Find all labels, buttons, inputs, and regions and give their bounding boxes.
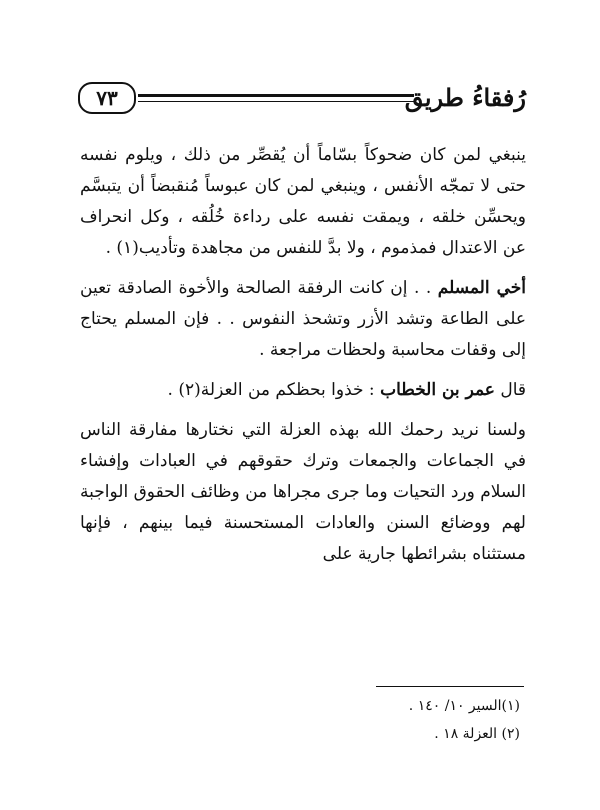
footnote-rule [376,686,524,687]
paragraph-4 [80,415,526,570]
paragraph-1 [80,140,526,264]
paragraph-lead: أخي المسلم [437,278,526,298]
page-header [78,80,526,120]
paragraph-3 [80,375,526,406]
paragraph-lead-prefix: قال [494,380,526,400]
paragraph-text: ولسنا نريد رحمك الله بهذه العزلة التي نختارها مفارقة الناس في الجماعات والجمعات وترك حقوقهم في العبادات وإفشاء السلام ورد التحيات وما جرى مجراها من وظائف الحقوق الواجبة لهم ووضائع السنن والعادات المستحسنة فيما بينهم ، فإنها مستثناه بشرائطها جارية على [80,420,526,564]
page-body [80,140,526,579]
footnote-1: (١)السير ١٠/ ١٤٠ . [408,698,520,714]
paragraph-text: . . إن كانت الرفقة الصالحة والأخوة الصادقة تعين على الطاعة وتشد الأزر وتشحذ النفوس . . فإن المسلم يحتاج إلى وقفات محاسبة ولحظات مراجعة . [80,278,526,360]
paragraph-lead: عمر بن الخطاب [380,380,495,400]
page-number: ٧٣ [78,82,136,114]
paragraph-2 [80,273,526,366]
running-title: رُفقاءُ طريق [404,83,526,112]
paragraph-text: ينبغي لمن كان ضحوكاً بسّاماً أن يُقصِّر من ذلك ، ويلوم نفسه حتى لا تمجّه الأنفس ، وينبغي لمن كان عبوساً مُنقبضاً أن يتبسَّم ويحسِّن خلقه ، ويمقت نفسه على رداءة خُلُقه ، وكل انحراف عن الاعتدال فمذموم ، ولا بدَّ للنفس من مجاهدة وتأديب(١) . [80,145,526,258]
header-rule [138,94,414,102]
paragraph-text: : خذوا بحظكم من العزلة(٢) . [167,380,381,400]
footnotes [74,692,520,748]
footnote-2: (٢) العزلة ١٨ . [434,726,520,742]
